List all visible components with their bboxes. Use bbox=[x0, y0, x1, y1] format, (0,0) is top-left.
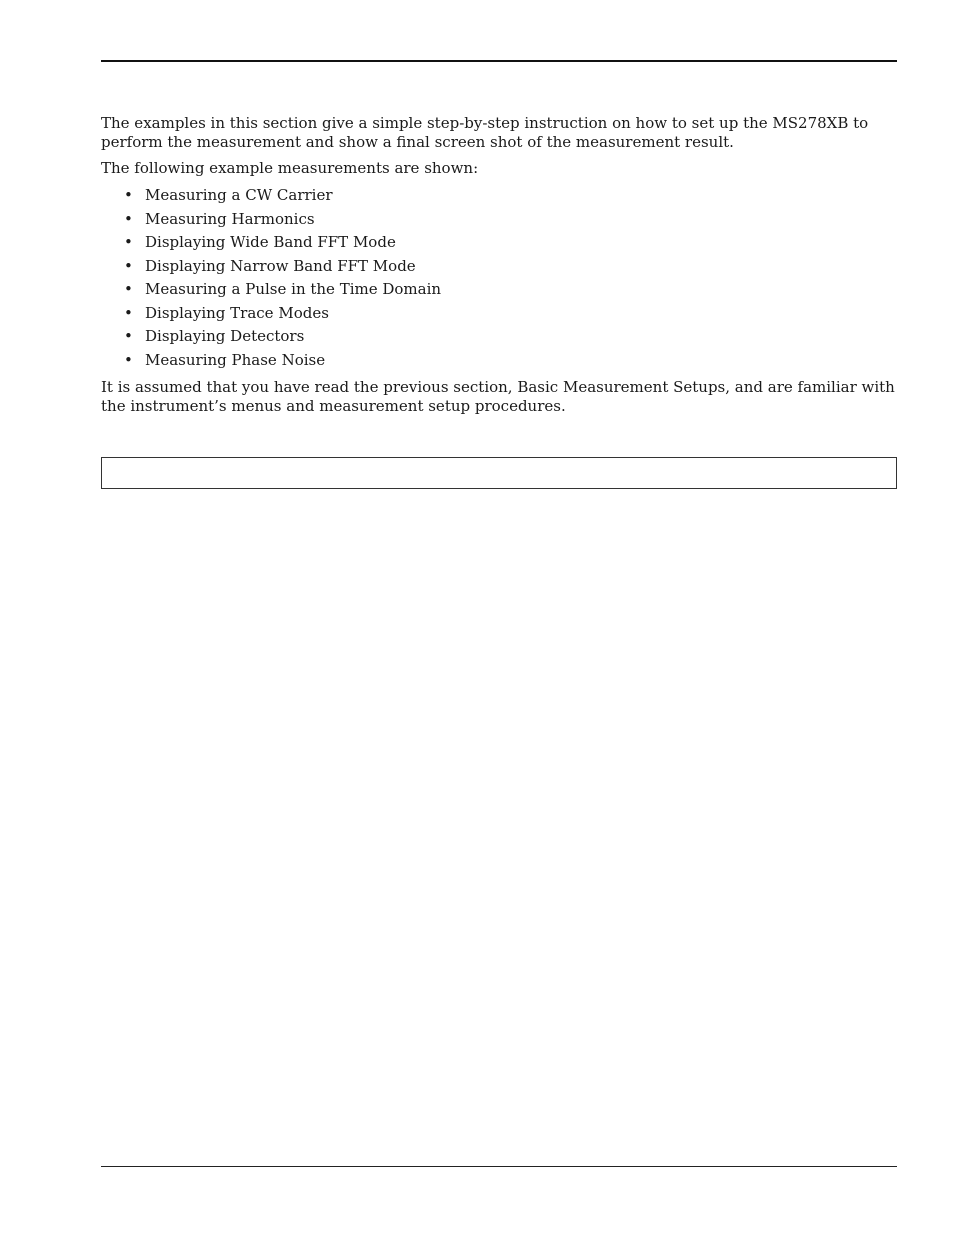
list-item bbox=[101, 233, 901, 257]
bullet-icon: • bbox=[124, 327, 133, 345]
list-item bbox=[101, 257, 901, 281]
footer-rule bbox=[101, 1166, 897, 1167]
list-item-text: Measuring a Pulse in the Time Domain bbox=[145, 280, 442, 298]
list-item-text: Displaying Detectors bbox=[145, 327, 305, 345]
bullet-icon: • bbox=[124, 233, 133, 251]
list-item bbox=[101, 280, 901, 304]
list-item bbox=[101, 327, 901, 351]
bullet-icon: • bbox=[124, 280, 133, 298]
list-item bbox=[101, 351, 901, 375]
closing-paragraph: It is assumed that you have read the previous section, Basic Measurement Setups, and are familiar with the instrument’s menus and measurement setup procedures. bbox=[101, 378, 895, 415]
bullet-icon: • bbox=[124, 209, 133, 228]
example-list bbox=[101, 186, 901, 374]
intro-paragraph: The examples in this section give a simple step-by-step instruction on how to set up the MS278XB to perform the measurement and show a final screen shot of the measurement result. bbox=[101, 114, 869, 151]
bullet-icon: • bbox=[124, 256, 133, 275]
header-rule bbox=[101, 60, 897, 62]
list-item bbox=[101, 304, 901, 328]
bullet-icon: • bbox=[124, 186, 133, 204]
list-item-text: Measuring Harmonics bbox=[145, 209, 315, 228]
page-body bbox=[101, 114, 901, 416]
list-item bbox=[101, 210, 901, 234]
bullet-icon: • bbox=[124, 350, 133, 369]
list-item-text: Displaying Trace Modes bbox=[145, 303, 329, 322]
list-item-text: Displaying Narrow Band FFT Mode bbox=[145, 256, 416, 275]
note-box bbox=[101, 457, 897, 489]
list-item-text: Measuring a CW Carrier bbox=[145, 186, 333, 204]
list-item bbox=[101, 186, 901, 210]
list-item-text: Displaying Wide Band FFT Mode bbox=[145, 233, 396, 251]
list-item-text: Measuring Phase Noise bbox=[145, 350, 326, 369]
bullet-icon: • bbox=[124, 303, 133, 322]
list-intro: The following example measurements are shown: bbox=[101, 159, 479, 177]
